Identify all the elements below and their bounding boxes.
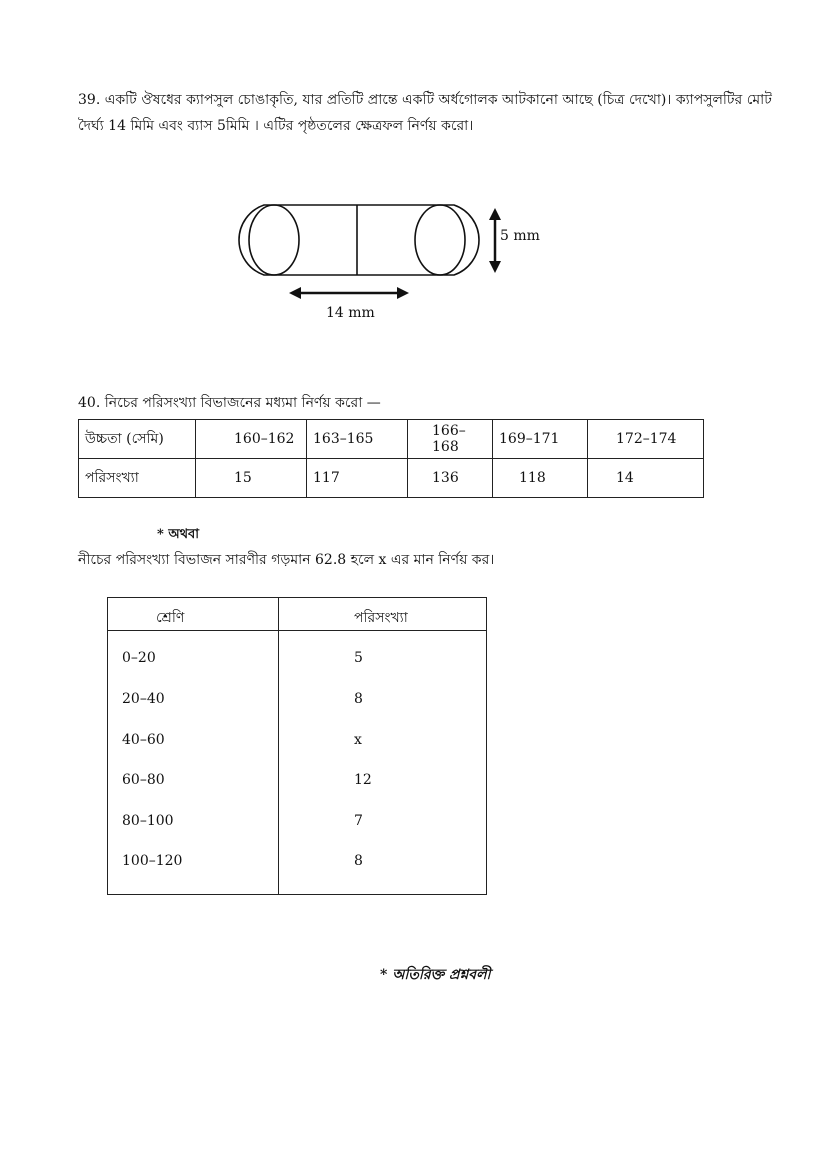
q39-line-1: 39. একটি ঔষধের ক্যাপসুল চোঙাকৃতি, যার প্রতিটি প্রান্তে একটি অর্ধগোলক আটকানো আছে (চিত্র দেখো)। ক্যাপসুলটির মোট [78,92,772,108]
frequency-cell: 12 [354,772,372,788]
class-cell: 60–80 [122,772,165,788]
capsule-outline [239,205,479,275]
frequency-cell: 118 [493,459,588,498]
header-class: শ্রেণি [156,610,185,626]
class-cell: 80–100 [122,813,174,829]
length-arrow [289,287,409,299]
class-cell: 0–20 [122,650,156,666]
height-label: 5 mm [500,228,540,244]
frequency-cell: 15 [196,459,307,498]
right-hemisphere-ellipse [415,205,465,275]
q40-frequency-table [78,419,704,498]
class-cell: 172–174 [588,420,704,459]
frequency-cell: x [354,732,362,748]
header-frequency: পরিসংখ্যা [354,610,408,626]
frequency-cell: 8 [354,853,363,869]
frequency-cell: 7 [354,813,363,829]
row-header-frequency: পরিসংখ্যা [79,459,196,498]
frequency-cell: 136 [408,459,493,498]
q39-line-2: দৈর্ঘ্য 14 মিমি এবং ব্যাস 5মিমি । এটির পৃষ্ঠতলের ক্ষেত্রফল নির্ণয় করো। [78,118,474,134]
length-label: 14 mm [326,305,375,321]
extra-questions-heading: * অতিরিক্ত প্রশ্নবলী [380,967,491,983]
table-row [79,459,704,498]
header-divider [108,630,486,631]
column-divider [278,598,279,894]
class-cell: 163–165 [307,420,408,459]
capsule-diagram [0,0,826,400]
q40-prompt: 40. নিচের পরিসংখ্যা বিভাজনের মধ্যমা নির্ণয় করো — [78,395,381,411]
class-cell: 160–162 [196,420,307,459]
class-cell: 40–60 [122,732,165,748]
class-cell: 20–40 [122,691,165,707]
alt-prompt: নীচের পরিসংখ্যা বিভাজন সারণীর গড়মান 62.8 হলে x এর মান নির্ণয় কর। [78,552,495,568]
class-cell: 100–120 [122,853,183,869]
frequency-cell: 14 [588,459,704,498]
frequency-cell: 8 [354,691,363,707]
or-label: * অথবা [157,527,200,542]
class-frequency-table [107,597,487,895]
table-row [79,420,704,459]
frequency-cell: 117 [307,459,408,498]
frequency-cell: 5 [354,650,363,666]
left-hemisphere-ellipse [249,205,299,275]
class-cell: 169–171 [493,420,588,459]
row-header-height: উচ্চতা (সেমি) [79,420,196,459]
class-cell: 166–168 [408,420,493,459]
